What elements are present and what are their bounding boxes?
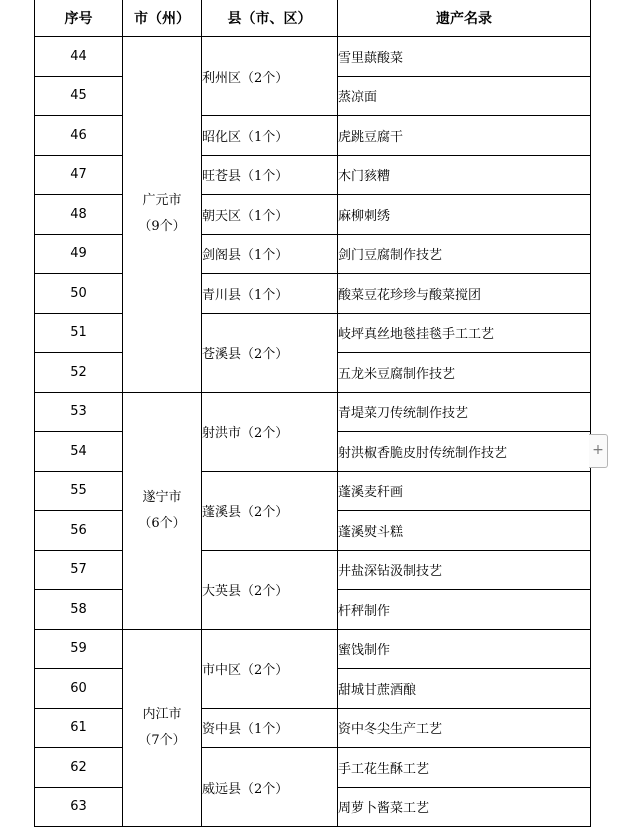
county-cell: 威远县（2个） xyxy=(202,748,338,827)
county-cell: 剑阁县（1个） xyxy=(202,234,338,274)
heritage-name: 蜜饯制作 xyxy=(338,629,591,669)
row-index: 49 xyxy=(35,234,123,274)
city-cell xyxy=(123,629,202,827)
row-index: 50 xyxy=(35,274,123,314)
row-index: 44 xyxy=(35,37,123,77)
county-cell: 大英县（2个） xyxy=(202,550,338,629)
row-index: 63 xyxy=(35,787,123,827)
row-index: 59 xyxy=(35,629,123,669)
table-row xyxy=(35,748,591,788)
county-cell: 市中区（2个） xyxy=(202,629,338,708)
header-index: 序号 xyxy=(35,0,123,37)
row-index: 51 xyxy=(35,313,123,353)
county-cell: 旺苍县（1个） xyxy=(202,155,338,195)
heritage-name: 青堤菜刀传统制作技艺 xyxy=(338,392,591,432)
header-city: 市（州） xyxy=(123,0,202,37)
header-name: 遗产名录 xyxy=(338,0,591,37)
table-row xyxy=(35,37,591,77)
heritage-name: 手工花生酥工艺 xyxy=(338,748,591,788)
table-row xyxy=(35,471,591,511)
table-row xyxy=(35,629,591,669)
city-cell xyxy=(123,392,202,629)
row-index: 53 xyxy=(35,392,123,432)
row-index: 56 xyxy=(35,511,123,551)
row-index: 48 xyxy=(35,195,123,235)
header-county: 县（市、区） xyxy=(202,0,338,37)
heritage-name: 木门豥糟 xyxy=(338,155,591,195)
row-index: 45 xyxy=(35,76,123,116)
table-row xyxy=(35,155,591,195)
table-row xyxy=(35,550,591,590)
row-index: 46 xyxy=(35,116,123,156)
row-index: 55 xyxy=(35,471,123,511)
city-cell xyxy=(123,37,202,393)
heritage-name: 虎跳豆腐干 xyxy=(338,116,591,156)
row-index: 60 xyxy=(35,669,123,709)
heritage-name: 酸菜豆花珍珍与酸菜搅团 xyxy=(338,274,591,314)
table-row xyxy=(35,392,591,432)
city-name: 广元市 xyxy=(142,193,182,209)
heritage-name: 雪里蕻酸菜 xyxy=(338,37,591,77)
table-row xyxy=(35,313,591,353)
county-cell: 苍溪县（2个） xyxy=(202,313,338,392)
table-row xyxy=(35,708,591,748)
city-name: 遂宁市 xyxy=(142,489,182,505)
heritage-name: 周萝卜酱菜工艺 xyxy=(338,787,591,827)
heritage-name: 甜城甘蔗酒酿 xyxy=(338,669,591,709)
heritage-name: 剑门豆腐制作技艺 xyxy=(338,234,591,274)
county-cell: 资中县（1个） xyxy=(202,708,338,748)
heritage-table xyxy=(34,0,591,827)
heritage-name: 井盐深钻汲制技艺 xyxy=(338,550,591,590)
row-index: 54 xyxy=(35,432,123,472)
heritage-name: 蓬溪熨斗糕 xyxy=(338,511,591,551)
row-index: 61 xyxy=(35,708,123,748)
heritage-name: 蓬溪麦秆画 xyxy=(338,471,591,511)
plus-icon: + xyxy=(592,442,604,458)
table-row xyxy=(35,116,591,156)
expand-tab-button[interactable] xyxy=(589,434,608,468)
county-cell: 朝天区（1个） xyxy=(202,195,338,235)
county-cell: 利州区（2个） xyxy=(202,37,338,116)
city-name: 内江市 xyxy=(142,706,182,722)
heritage-name: 射洪椒香脆皮肘传统制作技艺 xyxy=(338,432,591,472)
heritage-name: 五龙米豆腐制作技艺 xyxy=(338,353,591,393)
table-row xyxy=(35,195,591,235)
header-row xyxy=(35,0,591,37)
row-index: 47 xyxy=(35,155,123,195)
heritage-name: 岐坪真丝地毯挂毯手工工艺 xyxy=(338,313,591,353)
county-cell: 昭化区（1个） xyxy=(202,116,338,156)
city-count: （9个） xyxy=(138,219,186,235)
heritage-name: 杆秤制作 xyxy=(338,590,591,630)
table-row xyxy=(35,234,591,274)
heritage-name: 蒸凉面 xyxy=(338,76,591,116)
heritage-name: 麻柳刺绣 xyxy=(338,195,591,235)
county-cell: 蓬溪县（2个） xyxy=(202,471,338,550)
row-index: 58 xyxy=(35,590,123,630)
row-index: 62 xyxy=(35,748,123,788)
table-row xyxy=(35,274,591,314)
city-count: （6个） xyxy=(138,515,186,531)
heritage-name: 资中冬尖生产工艺 xyxy=(338,708,591,748)
row-index: 52 xyxy=(35,353,123,393)
row-index: 57 xyxy=(35,550,123,590)
county-cell: 射洪市（2个） xyxy=(202,392,338,471)
county-cell: 青川县（1个） xyxy=(202,274,338,314)
city-count: （7个） xyxy=(138,732,186,748)
